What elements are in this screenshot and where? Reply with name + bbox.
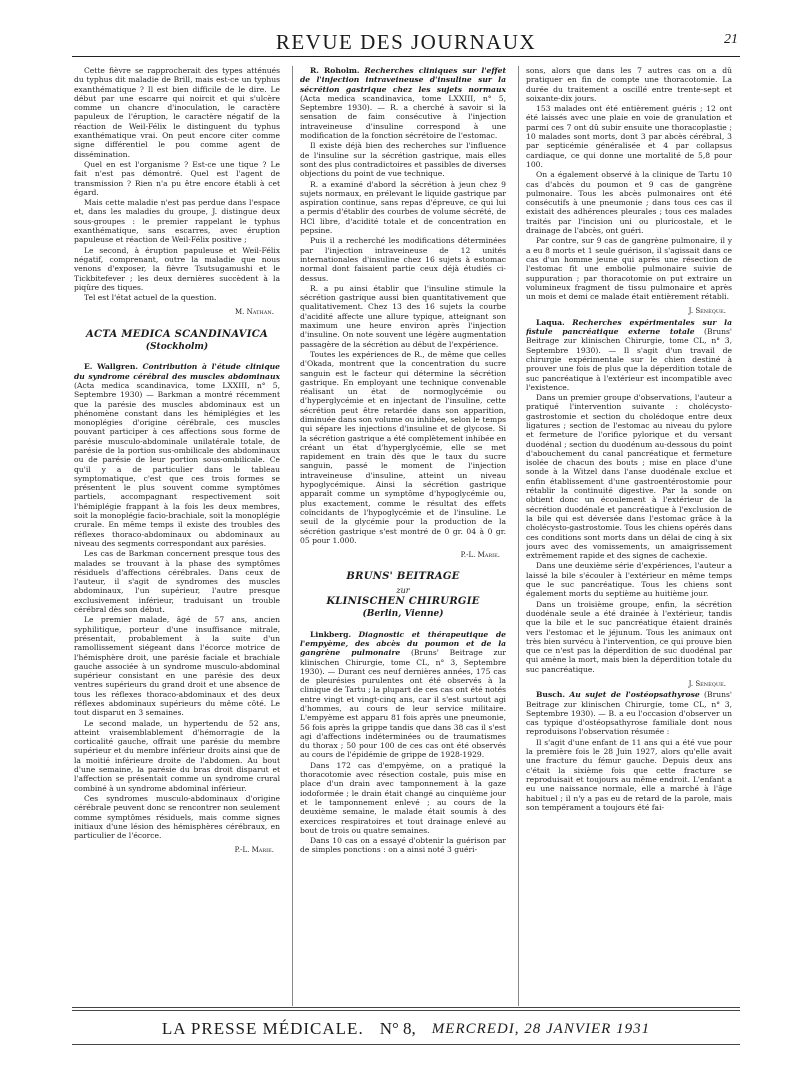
paragraph: R. a pu ainsi établir que l'insuline stimule la sécrétion gastrique aussi bien quantitativement que qualitativement. Chez 13 des 16 sujets la courbe d'acidité affecte une allure typique, atteignant son maximum une heure environ après l'injection d'insuline. On note souvent une légère augmentation passagère de la sécrétion au début de l'expérience. <box>300 283 506 349</box>
paragraph: Toutes les expériences de R., de même que celles d'Okada, montrent que la concentration du sucre sanguin est le facteur qui détermine la sécrétion gastrique. En employant une technique convenable réalisant un état de normoglycémie ou d'hyperglycémie et en injectant de l'insuline, cette sécrétion peut être retardée dans son apparition, diminuée dans son volume ou inhibée, selon le temps qui sépare les injections d'insuline et de glycose. Si la sécrétion gastrique a été complètement inhibée en créant un état d'hyperglycémie, elle se met rapidement en train dès que le taux du sucre sanguin, passé le moment de l'injection intraveineuse d'insuline, atteint un niveau hypoglycémique. Ainsi la sécrétion gastrique apparaît comme un symptôme d'hypoglycémie ou, plus exactement, comme le résultat des effets coïncidants de l'hypoglycémie et de l'insuline. Le seuil de la glycémie pour la production de la sécrétion gastrique s'est montré de 0 gr. 04 à 0 gr. 05 pour 1.000. <box>300 349 506 545</box>
article-body: (Bruns' Beitrage zur klinischen Chirurgie, tome CL, n° 3, Septembre 1930). — B. a eu l'occasion d'observer un cas typique d'ostéopsathyrose familiale dont nous reproduisons l'observation résumée : <box>526 690 732 737</box>
column-divider <box>518 66 519 1006</box>
paragraph: Il existe déjà bien des recherches sur l'influence de l'insuline sur la sécrétion gastrique, mais elles sont des plus contradictoires et passibles de diverses objections du point de vue technique. <box>300 141 506 179</box>
paragraph: Les cas de Barkman concernent presque tous des malades se trouvant à la phase des symptômes résiduels d'affections cérébrales. Dans ceux de l'auteur, il s'agit de syndromes des muscles abdominaux, l'un supérieur, l'autre presque exclusivement inférieur, traduisant un trouble cérébral dès son début. <box>74 549 280 615</box>
article-body: (Acta medica scandinavica, tome LXXIII, n° 5, Septembre 1930) — Barkman a montré récemment que la parésie des muscles abdominaux est un phénomène constant dans les hémiplégies et les monoplégies d'origine cérébrale, ces muscles pouvant participer à ces affections sous forme de parésie musculo-abdominale unilatérale totale, de parésie de la portion sus-ombilicale des abdominaux ou de parésie de leur portion sous-ombilicale. Ce qu'il y a de particulier dans le tableau symptomatique, c'est que ces trois formes se présentent le plus souvent comme symptômes partiels, accompagnant respectivement soit l'hémiplégie frappant à la fois les deux membres, soit la monoplégie facio-brachiale, soit la monoplégie crurale. En même temps il existe des troubles des réflexes thoraco-abdominaux ou abdominaux au niveau des segments correspondant aux parésies. <box>74 380 280 548</box>
journal-section-title-2: KLINISCHEN CHIRURGIE <box>326 596 480 608</box>
article-author: E. Wallgren. <box>84 362 138 372</box>
article-paragraph <box>300 66 506 140</box>
paragraph: sons, alors que dans les 7 autres cas on a dû pratiquer en fin de compte une thoracotomie. La durée du traitement a oscillé entre trente-sept et soixante-dix jours. <box>526 66 732 103</box>
paragraph: Il s'agit d'une enfant de 11 ans qui a été vue pour la première fois le 28 Juin 1927, alors qu'elle avait une fracture du fémur gauche. Depuis deux ans c'était la sixième fois que cette fracture se reproduisait et toujours au même endroit. L'enfant a eu une naissance normale, elle a marché à l'âge habituel ; il n'y a pas eu de retard de la parole, mais son tempérament a toujours été fai- <box>526 737 732 812</box>
footer-issue-number: N° 8, <box>379 1019 416 1038</box>
paragraph: Le second, à éruption papuleuse et Weil-Félix négatif, comprenant, outre la maladie que nous venons d'exposer, la fièvre Tsutsugamushi et le Tickbitefever ; les deux dernières succèdent à la piqûre des tiques. <box>74 245 280 292</box>
article-title: Recherches expérimentales sur la fistule pancréatique externe totale <box>526 317 732 337</box>
author-signature: J. Sénèque. <box>688 307 726 316</box>
article-paragraph <box>526 318 732 392</box>
paragraph: Dans 172 cas d'empyème, on a pratiqué la thoracotomie avec résection costale, puis mise en place d'un drain avec tamponnement à la gaze iodoformée ; le drain était changé au cinquième jour et le tamponnement enlevé ; au cours de la deuxième semaine, le malade était soumis à des exercices respiratoires et tout drainage enlevé au bout de trois ou quatre semaines. <box>300 760 506 835</box>
paragraph: Par contre, sur 9 cas de gangrène pulmonaire, il y a eu 8 morts et 1 seule guérison, il s'agissait dans ce cas d'un homme jeune qui après une résection de l'estomac fit une embolie pulmonaire suivie de suppuration ; par thoracotomie on put extraire un volumineux fragment de tissu pulmonaire et après un mois et demi ce malade était entièrement rétabli. <box>526 236 732 302</box>
column-left <box>74 66 280 1051</box>
running-title: REVUE DES JOURNAUX <box>275 30 537 54</box>
header-rule <box>72 56 740 57</box>
paragraph: Dans un troisième groupe, enfin, la sécrétion duodénale seule a été drainée à l'extérieur, tandis que la bile et le suc pancréatique étaient drainés vers l'estomac et le jéjunum. Tous les animaux ont très bien survécu à l'intervention, ce qui prouve bien que ce n'est pas la déperdition de suc duodénal par qui amène la mort, mais bien la déperdition totale du suc pancréatique. <box>526 599 732 674</box>
article-author: Busch. <box>536 690 566 700</box>
journal-section-title: BRUNS' BEITRAGE <box>346 571 460 583</box>
article-author: R. Roholm. <box>310 66 360 75</box>
journal-section-title: ACTA MEDICA SCANDINAVICA <box>85 328 269 340</box>
article-title: Contribution à l'étude clinique du syndrome cérébral des muscles abdominaux <box>74 362 280 381</box>
paragraph: Cette fièvre se rapprocherait des types atténués du typhus dit maladie de Brill, mais est-ce un typhus exanthématique ? Il est bien difficile de le dire. Le début par une escarre qui noircit et qui s'ulcère comme un chancre d'inoculation, le caractère papuleux de l'éruption, le caractère négatif de la réaction de Weil-Félix le distinguent du typhus exanthématique vrai. On peut encore citer comme signe différentiel le pou comme agent de dissémination. <box>74 66 280 159</box>
footer-rule <box>72 1007 740 1011</box>
author-signature: M. Nathan. <box>235 308 274 317</box>
column-divider <box>292 66 293 1006</box>
article-author: Laqua. <box>536 317 565 327</box>
article-title: Diagnostic et thérapeutique de l'empyème, des abcès du poumon et de la gangrène pulmonaire <box>300 629 506 658</box>
article-author: Linkberg. <box>310 629 352 639</box>
author-signature: P.-L. Marie. <box>460 551 500 560</box>
paragraph: Ces syndromes musculo-abdominaux d'origine cérébrale peuvent donc se rencontrer non seulement comme symptômes résiduels, mais comme signes initiaux d'une lésion des hémisphères cérébraux, en particulier de l'écorce. <box>74 793 280 841</box>
author-signature: J. Sénèque. <box>688 680 726 688</box>
column-right <box>526 66 732 1051</box>
paragraph: Dans un premier groupe d'observations, l'auteur a pratiqué l'intervention suivante : cholécysto-gastrostomie et section du cholédoque entre deux ligatures ; section de l'estomac au niveau du pylore et fermeture de l'orifice pylorique et du versant duodénal ; section du duodénum au-dessous du point d'abouchement du canal pancréatique et fermeture isolée de chacun des bouts ; mise en place d'une sonde à la Witzel dans l'anse duodénale exclue et enfin établissement d'une gastroentérostomie pour rétablir la continuité digestive. Par la sonde on obtient donc un écoulement à l'extérieur de la sécrétion duodénale et pancréatique à l'exclusion de la bile qui est déversée dans l'estomac grâce à la cholécysto-gastrostomie. Tous les chiens opérés dans ces conditions sont morts dans un délai de cinq à six jours avec des vomissements, un amaigrissement extrêmement rapide et des signes de cachexie. <box>526 393 732 561</box>
article-paragraph <box>300 630 506 760</box>
page-footer <box>72 1016 740 1042</box>
article-body: (Acta medica scandinavica, tome LXXIII, n° 5, Septembre 1930). — R. a cherché à savoir si la sensation de faim consécutive à l'injection intraveineuse d'insuline correspond à une modification de la fonction sécrétoire de l'estomac. <box>300 93 506 141</box>
page-header <box>72 14 740 52</box>
paragraph: Tel est l'état actuel de la question. <box>84 293 217 303</box>
paragraph: 153 malades ont été entièrement guéris ; 12 ont été laissés avec une plaie en voie de granulation et parmi ces 7 ont dû subir ensuite une thoracoplastie ; 10 malades sont morts, dont 3 par abcès cérébral, 3 par septicémie généralisée et 4 par collapsus cardiaque, ce qui donne une mortalité de 5,8 pour 100. <box>526 104 732 169</box>
paragraph: Mais cette maladie n'est pas perdue dans l'espace et, dans les maladies du groupe, J. distingue deux sous-groupes : le premier rappelant le typhus exanthématique, sans escarres, avec éruption papuleuse et réaction de Weil-Félix positive ; <box>74 198 280 245</box>
paragraph: Le second malade, un hypertendu de 52 ans, atteint vraisemblablement d'hémorragie de la corticalité gauche, offrait une parésie du membre supérieur et du membre inférieur droits ainsi que de la moitié inférieure droite de l'abdomen. Au bout d'une semaine, la parésie du bras droit disparut et l'affection se présentait comme un syndrome crural combiné à un syndrome abdominal inférieur. <box>74 718 280 793</box>
footer-journal-name: LA PRESSE MÉDICALE. <box>161 1019 364 1038</box>
article-body: (Bruns' Beitrage zur klinischen Chirurgie, tome CL, n° 3, Septembre 1930). — Durant ces neuf dernières années, 175 cas de pleurésies purulentes ont été observés à la clinique de Tartu ; la plupart de ces cas ont été notés entre vingt et vingt-cinq ans, car il s'est surtout agi d'hommes, au cours de leur service militaire. L'empyème est apparu 81 fois après une pneumonie, 56 fois après la grippe tandis que dans 38 cas il s'est agi d'affections indéterminées ou de traumatismes du thorax ; 50 pour 100 de ces cas ont été observés au cours de l'épidémie de grippe de 1928-1929. <box>300 648 506 760</box>
column-middle <box>300 66 506 1051</box>
article-paragraph <box>74 362 280 548</box>
footer-rule-bottom <box>72 1044 740 1045</box>
footer-date: MERCREDI, 28 JANVIER 1931 <box>431 1020 651 1037</box>
article-title: Recherches cliniques sur l'effet de l'injection intraveineuse d'insuline sur la sécrétion gastrique chez les sujets normaux <box>300 66 506 94</box>
paragraph: R. a examiné d'abord la sécrétion à jeun chez 9 sujets normaux, en prélevant le liquide gastrique par aspiration continue, sans repas d'épreuve, ce qui lui a permis d'établir des courbes de volume sécrété, de HCl libre, d'acidité totale et de concentration en pepsine. <box>300 179 506 236</box>
page-number: 21 <box>724 32 738 47</box>
paragraph: Dans une deuxième série d'expériences, l'auteur a laissé la bile s'écouler à l'extérieur en même temps que le suc pancréatique. Tous les chiens sont également morts du septième au huitième jour. <box>526 561 732 599</box>
journal-section-city: (Stockholm) <box>145 342 209 353</box>
journal-section-zur: zur <box>396 585 410 595</box>
paragraph: On a également observé à la clinique de Tartu 10 cas d'abcès du poumon et 9 cas de gangrène pulmonaire. Tous les abcès pulmonaires ont été consécutifs à une pneumonie ; dans tous ces cas il existait des adhérences pleurales ; tous ces malades traités par l'incision uni ou pluricostale, et le drainage de l'abcès, ont guéri. <box>526 170 732 236</box>
paragraph: Quel en est l'organisme ? Est-ce une tique ? Le fait n'est pas démontré. Quel est l'agent de transmission ? Rien n'a pu être encore établi à cet égard. <box>74 159 280 197</box>
article-body: (Bruns' Beitrage zur klinischen Chirurgie, tome CL, n° 3, Septembre 1930). — Il s'agit d'un travail de chirurgie expérimentale sur le chien destiné à prouver une fois de plus que la déperdition totale de suc pancréatique à l'extérieur est incompatible avec l'existence. <box>526 327 732 392</box>
article-paragraph <box>526 690 732 736</box>
author-signature: P.-L. Marie. <box>234 846 274 855</box>
article-title: Au sujet de l'ostéopsathyrose <box>569 690 700 700</box>
paragraph: Puis il a recherché les modifications déterminées par l'injection intraveineuse de 12 unités internationales d'insuline chez 16 sujets à estomac normal dont faisaient partie ceux déjà étudiés ci-dessus. <box>300 236 506 283</box>
paragraph: Dans 10 cas on a essayé d'obtenir la guérison par de simples ponctions : on a ainsi noté 3 guéri- <box>300 836 506 855</box>
paragraph: Le premier malade, âgé de 57 ans, ancien syphilitique, porteur d'une insuffisance mitrale, présentait, probablement à la suite d'un ramollissement siégeant dans l'écorce motrice de l'hémisphère droit, une parésie faciale et brachiale gauche associée à un syndrome musculo-abdominal supérieur consistant en une parésie des deux ventres supérieurs du grand droit et une absence de tous les réflexes thoraco-abdominaux et des deux réflexes abdominaux supérieurs du même côté. Le tout disparut en 3 semaines. <box>74 615 280 718</box>
journal-section-city: (Berlin, Vienne) <box>362 609 444 620</box>
